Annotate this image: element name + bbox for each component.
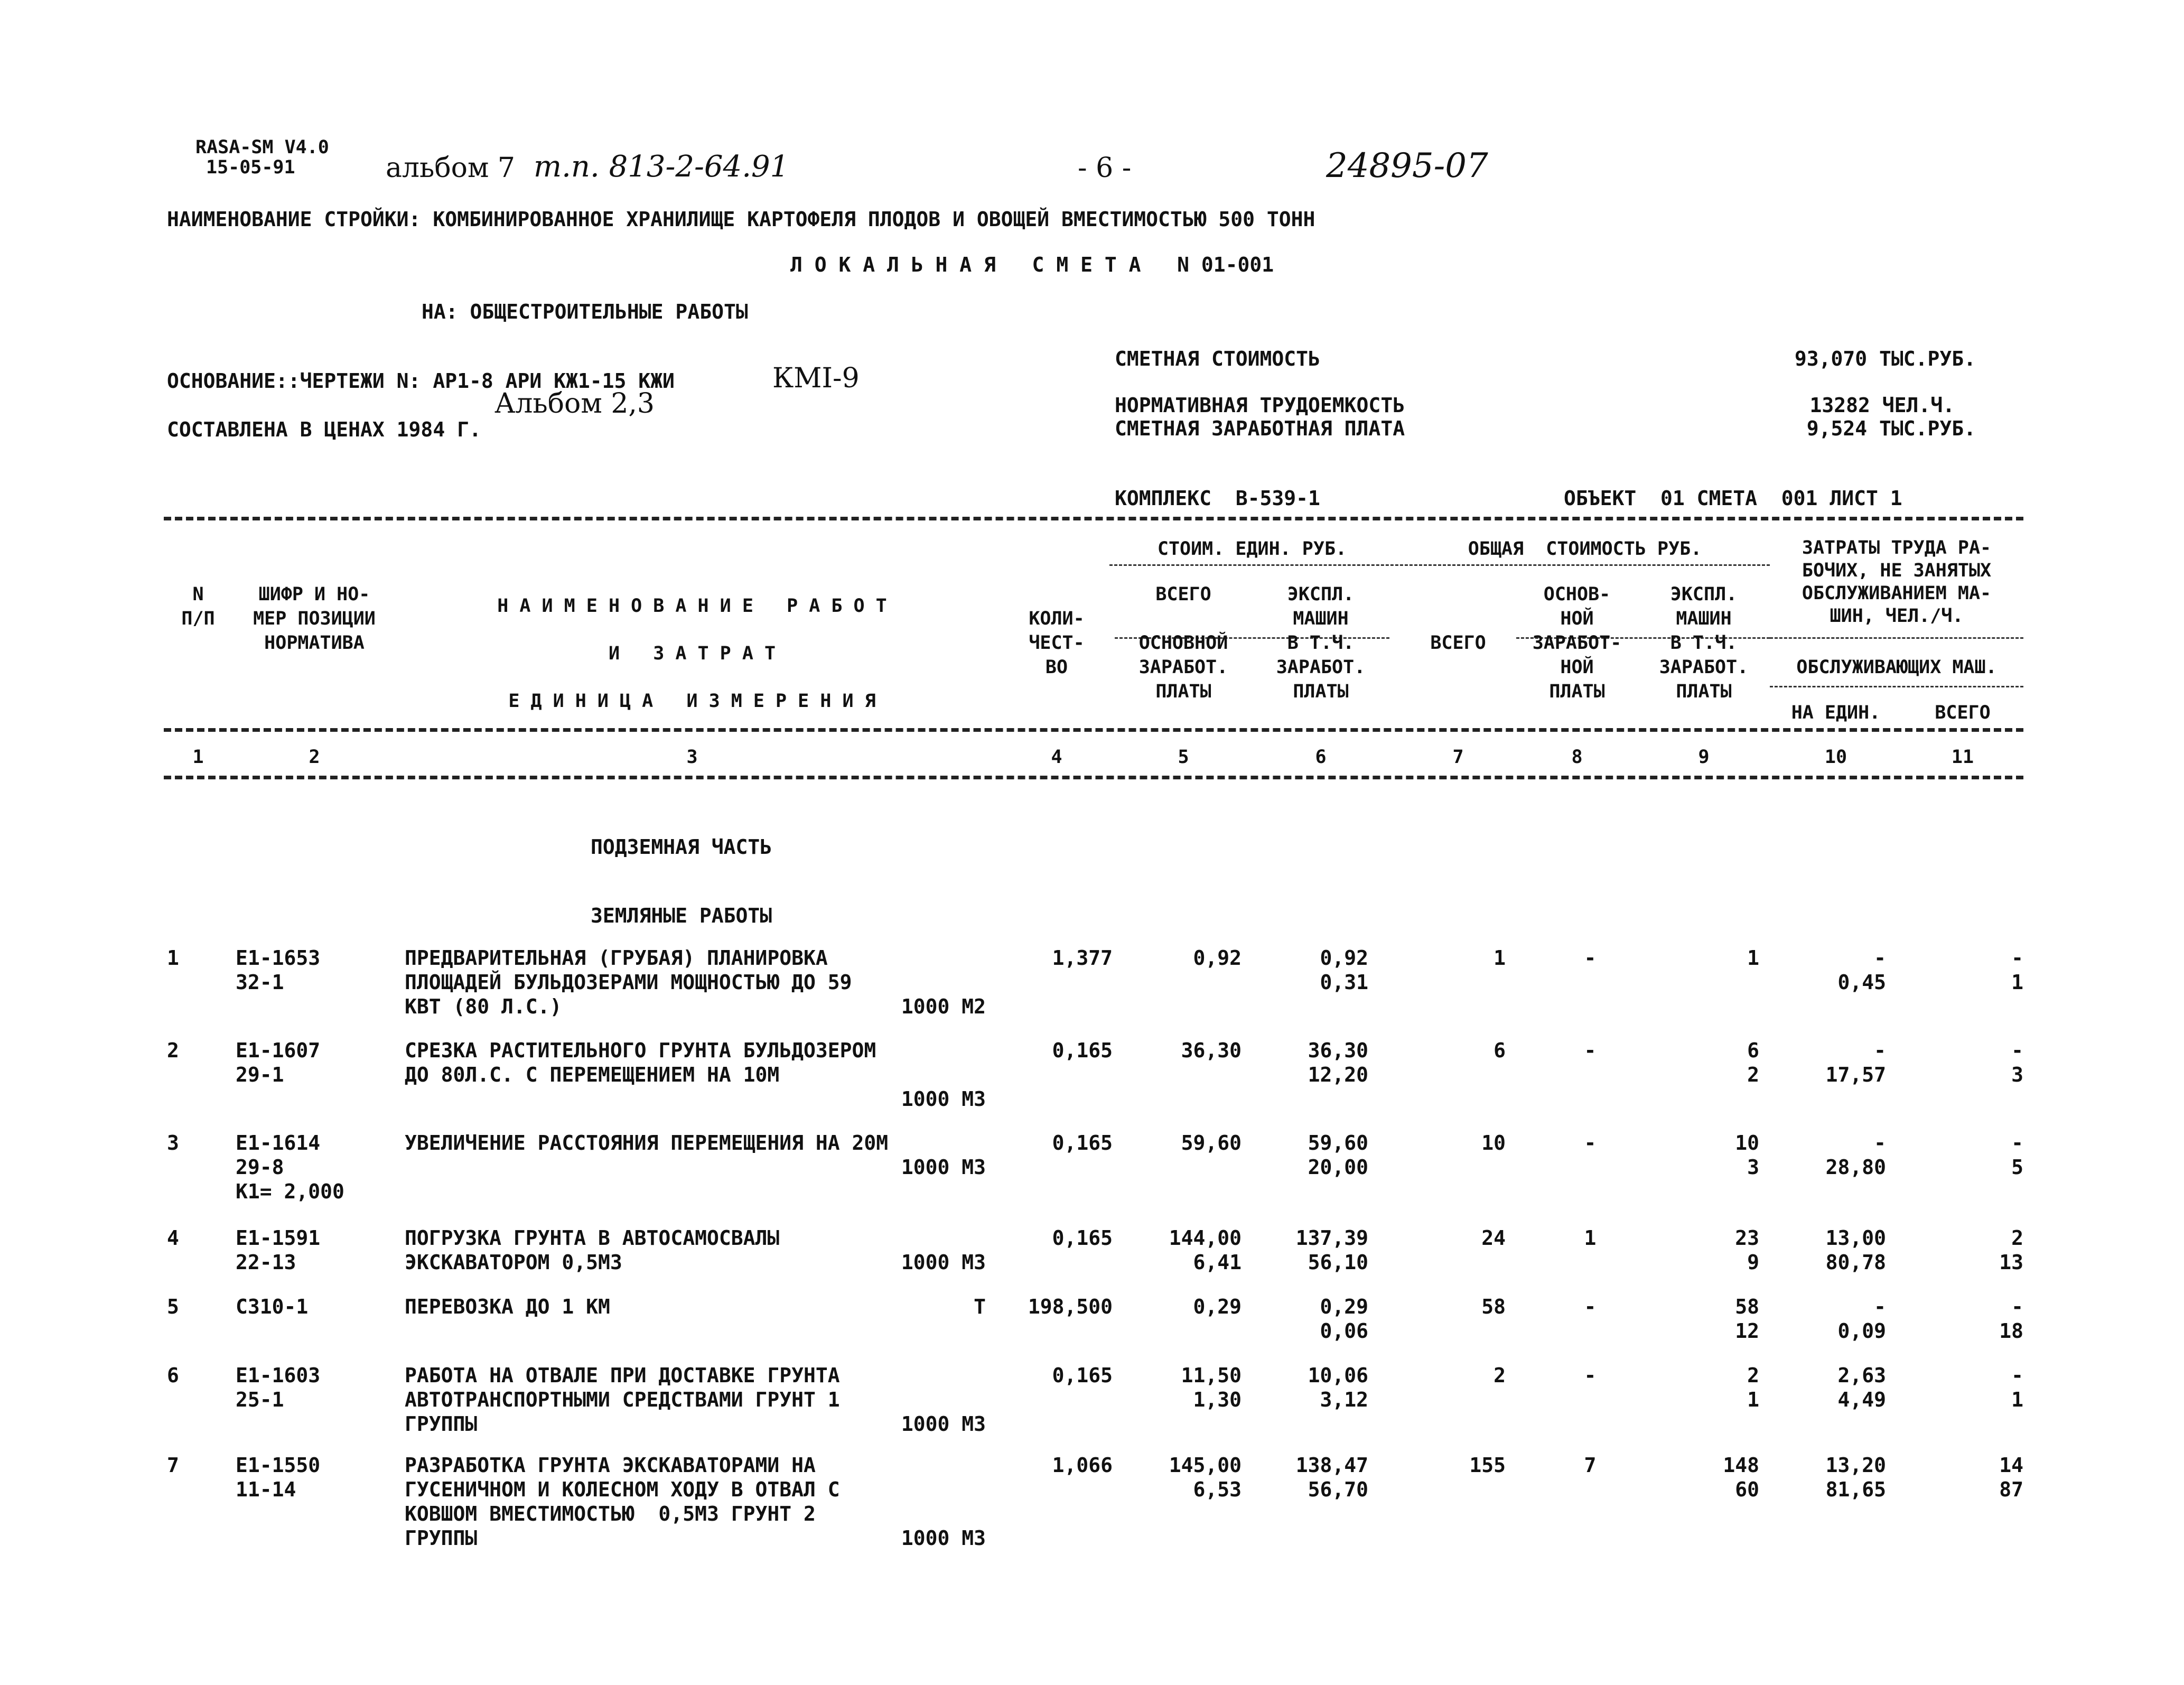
wage-label: СМЕТНАЯ ЗАРАБОТНАЯ ПЛАТА <box>1115 417 1405 440</box>
total-cost <box>1400 1038 1506 1063</box>
unit-cost-machines-line: 56,70 <box>1308 1478 1368 1501</box>
col7-header: ВСЕГО <box>1430 632 1486 654</box>
labor-total-line: 18 <box>1999 1319 2023 1343</box>
labor-total-line: 5 <box>2011 1156 2023 1179</box>
labor-group-header: ЗАТРАТЫ ТРУДА РА- БОЧИХ, НЕ ЗАНЯТЫХ ОБСЛУЖИВАНИЕМ МА- ШИН, ЧЕЛ./Ч. <box>1802 537 1992 627</box>
object-sheet: ОБЪЕКТ 01 СМЕТА 001 ЛИСТ 1 <box>1564 487 1902 510</box>
total-base-wage <box>1543 1131 1638 1155</box>
numbers-bottom-rule <box>164 776 2023 779</box>
row-number <box>167 1038 199 1063</box>
cost-value: 93,070 ТЫС.РУБ. <box>1794 347 1976 370</box>
quantity-line: 0,165 <box>1052 1226 1113 1250</box>
row-number-line: 7 <box>167 1454 179 1477</box>
tp-handwritten: т.п. 813-2-64.91 <box>534 150 789 184</box>
norm-code-line: 25-1 <box>236 1388 284 1411</box>
col5-header: ВСЕГО ОСНОВНОЙ ЗАРАБОТ. ПЛАТЫ <box>1138 584 1228 702</box>
wage-value: 9,524 ТЫС.РУБ. <box>1806 417 1976 440</box>
total-base-wage-line: 7 <box>1584 1454 1597 1477</box>
labor-machine-header: ОБСЛУЖИВАЮЩИХ МАШ. <box>1796 657 1997 678</box>
work-name-line: КВТ (80 Л.С.) <box>405 995 562 1018</box>
col-num-1: 1 <box>192 747 204 768</box>
norm-code-line: 22-13 <box>236 1251 296 1274</box>
row-number-line: 6 <box>167 1364 179 1387</box>
quantity-line: 1,377 <box>1052 946 1113 970</box>
unit-cost-total <box>1115 1453 1242 1502</box>
unit-cost-total-line: 59,60 <box>1181 1131 1242 1155</box>
work-name-line: УВЕЛИЧЕНИЕ РАССТОЯНИЯ ПЕРЕМЕЩЕНИЯ НА 20М <box>405 1131 889 1155</box>
labor-total-line: 13 <box>1999 1251 2023 1274</box>
labor-total <box>1923 946 2023 994</box>
unit-of-measure: 1000 М3 <box>901 1156 986 1179</box>
col-num-2: 2 <box>309 747 320 768</box>
unit-of-measure: 1000 М3 <box>901 1087 986 1111</box>
construction-name: НАИМЕНОВАНИЕ СТРОЙКИ: КОМБИНИРОВАННОЕ ХРАНИЛИЩЕ КАРТОФЕЛЯ ПЛОДОВ И ОВОЩЕЙ ВМЕСТИМОСТЬЮ 500 ТОНН <box>167 208 1315 231</box>
unit-cost-total-line: 11,50 <box>1181 1364 1242 1387</box>
total-machines <box>1680 1226 1759 1274</box>
col-code-header: ШИФР И НО- МЕР ПОЗИЦИИ НОРМАТИВА <box>253 584 376 654</box>
labor-value: 13282 ЧЕЛ.Ч. <box>1809 394 1955 417</box>
labor-rule-2 <box>1770 686 2023 687</box>
page-number: - 6 - <box>1078 152 1132 184</box>
labor-per-unit-line: 0,45 <box>1837 971 1886 994</box>
norm-code <box>236 1038 394 1087</box>
total-base-wage-line: - <box>1584 1039 1597 1062</box>
norm-code-line: 11-14 <box>236 1478 296 1501</box>
norm-code-line: 29-8 <box>236 1156 284 1179</box>
unit-cost-machines-line: 0,31 <box>1320 971 1368 994</box>
total-cost <box>1400 946 1506 970</box>
quantity <box>988 1295 1113 1319</box>
row-number <box>167 946 199 970</box>
labor-total-line: - <box>2011 1039 2023 1062</box>
total-base-wage-line: - <box>1584 1295 1597 1318</box>
basis-handwritten: КМI-9 <box>772 362 860 394</box>
total-cost-header: ОБЩАЯ СТОИМОСТЬ РУБ. <box>1468 538 1702 560</box>
work-name-line: ДО 80Л.С. С ПЕРЕМЕЩЕНИЕМ НА 10М <box>405 1063 780 1086</box>
unit-cost-total <box>1115 1038 1242 1063</box>
norm-code <box>236 1226 394 1274</box>
norm-code-line: Е1-1550 <box>236 1454 321 1477</box>
labor-per-unit-line: 4,49 <box>1837 1388 1886 1411</box>
unit-cost-machines-line: 0,29 <box>1320 1295 1368 1318</box>
labor-total <box>1923 1295 2023 1343</box>
quantity-line: 198,500 <box>1028 1295 1113 1318</box>
total-base-wage <box>1543 946 1638 970</box>
unit-of-measure: 1000 М3 <box>901 1526 986 1550</box>
total-cost-line: 58 <box>1481 1295 1506 1318</box>
work-name-line: ГРУППЫ <box>405 1412 478 1436</box>
col-num-8: 8 <box>1571 747 1583 768</box>
labor-total-line: 1 <box>2011 1388 2023 1411</box>
labor-total <box>1923 1453 2023 1502</box>
work-name-line: ПЛОЩАДЕЙ БУЛЬДОЗЕРАМИ МОЩНОСТЬЮ ДО 59 <box>405 971 852 994</box>
labor-per-unit-line: 81,65 <box>1825 1478 1886 1501</box>
norm-code-line: 29-1 <box>236 1063 284 1086</box>
labor-per-unit <box>1780 1295 1886 1343</box>
labor-total-line: - <box>2011 1295 2023 1318</box>
labor-rule-1 <box>1770 637 2023 639</box>
total-cost-line: 24 <box>1481 1226 1506 1250</box>
total-base-wage <box>1543 1038 1638 1063</box>
labor-label: НОРМАТИВНАЯ ТРУДОЕМКОСТЬ <box>1115 394 1405 417</box>
total-machines <box>1680 1038 1759 1087</box>
unit-of-measure: 1000 М3 <box>901 1251 986 1274</box>
total-machines-line: 10 <box>1735 1131 1759 1155</box>
unit-cost-total-line: 6,53 <box>1193 1478 1242 1501</box>
total-cost <box>1400 1363 1506 1388</box>
norm-code-line: К1= 2,000 <box>236 1180 344 1203</box>
work-name-line: ГРУППЫ <box>405 1526 478 1550</box>
quantity-line: 0,165 <box>1052 1364 1113 1387</box>
estimate-subject: НА: ОБЩЕСТРОИТЕЛЬНЫЕ РАБОТЫ <box>422 300 748 323</box>
col-num-9: 9 <box>1698 747 1710 768</box>
norm-code <box>236 1295 394 1319</box>
col-number-header: N П/П <box>181 584 215 629</box>
labor-total <box>1923 1038 2023 1087</box>
col11-header: ВСЕГО <box>1935 702 1991 723</box>
labor-per-unit-line: 13,20 <box>1825 1454 1886 1477</box>
unit-cost-total <box>1115 1295 1242 1319</box>
unit-cost-machines-line: 0,92 <box>1320 946 1368 970</box>
total-machines <box>1680 946 1759 970</box>
unit-cost-machines-line: 138,47 <box>1295 1454 1368 1477</box>
total-machines-line: 9 <box>1747 1251 1759 1274</box>
total-machines-line: 23 <box>1735 1226 1759 1250</box>
col-qty-header: КОЛИ- ЧЕСТ- ВО <box>1029 608 1085 678</box>
labor-total <box>1923 1363 2023 1412</box>
work-name-line: ЭКСКАВАТОРОМ 0,5М3 <box>405 1251 622 1274</box>
labor-per-unit-line: 13,00 <box>1825 1226 1886 1250</box>
col-num-3: 3 <box>686 747 698 768</box>
total-base-wage-line: - <box>1584 1131 1597 1155</box>
total-machines-line: 1 <box>1747 946 1759 970</box>
total-machines-line: 148 <box>1723 1454 1759 1477</box>
work-name-line: КОВШОМ ВМЕСТИМОСТЬЮ 0,5М3 ГРУНТ 2 <box>405 1502 816 1525</box>
norm-code-line: Е1-1591 <box>236 1226 321 1250</box>
total-machines-line: 2 <box>1747 1364 1759 1387</box>
album-note-handwritten: Альбом 2,3 <box>494 388 655 420</box>
print-date: 15-05-91 <box>206 157 295 178</box>
quantity-line: 0,165 <box>1052 1131 1113 1155</box>
unit-cost-total-line: 145,00 <box>1169 1454 1242 1477</box>
unit-of-measure: Т <box>974 1295 986 1318</box>
row-number <box>167 1295 199 1319</box>
unit-cost-machines <box>1252 1131 1368 1179</box>
labor-per-unit-line: - <box>1874 1295 1886 1318</box>
unit-cost-machines-line: 56,10 <box>1308 1251 1368 1274</box>
unit-cost-machines-line: 10,06 <box>1308 1364 1368 1387</box>
unit-cost-total <box>1115 946 1242 970</box>
unit-cost-machines-line: 0,06 <box>1320 1319 1368 1343</box>
col-num-6: 6 <box>1315 747 1327 768</box>
labor-total-line: 87 <box>1999 1478 2023 1501</box>
labor-total-line: 1 <box>2011 971 2023 994</box>
unit-cost-total <box>1115 1131 1242 1155</box>
quantity <box>988 946 1113 970</box>
norm-code <box>236 1131 394 1204</box>
unit-cost-machines <box>1252 1038 1368 1087</box>
work-name-line: РАБОТА НА ОТВАЛЕ ПРИ ДОСТАВКЕ ГРУНТА <box>405 1364 840 1387</box>
norm-code <box>236 1363 394 1412</box>
labor-per-unit-line: 80,78 <box>1825 1251 1886 1274</box>
norm-code-line: 32-1 <box>236 971 284 994</box>
total-cost-line: 1 <box>1494 946 1506 970</box>
labor-per-unit <box>1780 1131 1886 1179</box>
labor-total-line: 2 <box>2011 1226 2023 1250</box>
total-machines-line: 1 <box>1747 1388 1759 1411</box>
labor-per-unit-line: - <box>1874 946 1886 970</box>
labor-total-line: - <box>2011 1364 2023 1387</box>
unit-cost-total-line: 0,92 <box>1193 946 1242 970</box>
total-cost-line: 10 <box>1481 1131 1506 1155</box>
labor-per-unit-line: - <box>1874 1039 1886 1062</box>
row-number <box>167 1453 199 1477</box>
quantity <box>988 1453 1113 1477</box>
work-name <box>405 1131 986 1155</box>
labor-total-line: - <box>2011 946 2023 970</box>
col8-header: ОСНОВ- НОЙ ЗАРАБОТ- НОЙ ПЛАТЫ <box>1532 584 1622 702</box>
col10-header: НА ЕДИН. <box>1791 702 1881 723</box>
labor-total-line: 14 <box>1999 1454 2023 1477</box>
unit-cost-machines-line: 59,60 <box>1308 1131 1368 1155</box>
unit-cost-total <box>1115 1363 1242 1412</box>
unit-cost-machines <box>1252 1295 1368 1343</box>
norm-code <box>236 946 394 994</box>
unit-cost-total-line: 6,41 <box>1193 1251 1242 1274</box>
total-machines-line: 3 <box>1747 1156 1759 1179</box>
unit-cost-total <box>1115 1226 1242 1274</box>
norm-code-line: Е1-1653 <box>236 946 321 970</box>
quantity <box>988 1226 1113 1250</box>
labor-per-unit-line: 17,57 <box>1825 1063 1886 1086</box>
col-num-4: 4 <box>1051 747 1062 768</box>
header-bottom-rule <box>164 728 2023 732</box>
quantity <box>988 1038 1113 1063</box>
col-num-7: 7 <box>1452 747 1464 768</box>
unit-cost-machines-line: 12,20 <box>1308 1063 1368 1086</box>
total-base-wage-line: 1 <box>1584 1226 1597 1250</box>
complex-code: КОМПЛЕКС В-539-1 <box>1115 487 1320 510</box>
quantity <box>988 1363 1113 1388</box>
total-base-wage <box>1543 1453 1638 1477</box>
col9-header: ЭКСПЛ. МАШИН В Т.Ч. ЗАРАБОТ. ПЛАТЫ <box>1659 584 1749 702</box>
total-machines-line: 12 <box>1735 1319 1759 1343</box>
total-machines-line: 60 <box>1735 1478 1759 1501</box>
labor-per-unit <box>1780 1226 1886 1274</box>
work-name-line: РАЗРАБОТКА ГРУНТА ЭКСКАВАТОРАМИ НА <box>405 1454 816 1477</box>
quantity-line: 1,066 <box>1052 1454 1113 1477</box>
work-name-line: ГУСЕНИЧНОМ И КОЛЕСНОМ ХОДУ В ОТВАЛ С <box>405 1478 840 1501</box>
unit-of-measure: 1000 М2 <box>901 995 986 1018</box>
total-base-wage-line: - <box>1584 946 1597 970</box>
unit-cost-machines <box>1252 1453 1368 1502</box>
labor-per-unit <box>1780 1453 1886 1502</box>
total-machines <box>1680 1453 1759 1502</box>
unit-cost-machines <box>1252 946 1368 994</box>
labor-per-unit-line: - <box>1874 1131 1886 1155</box>
col-num-11: 11 <box>1951 747 1974 768</box>
total-cost <box>1400 1453 1506 1477</box>
norm-code-line: Е1-1603 <box>236 1364 321 1387</box>
labor-total <box>1923 1131 2023 1179</box>
total-machines-line: 58 <box>1735 1295 1759 1318</box>
work-name <box>405 1038 986 1087</box>
total-machines-line: 6 <box>1747 1039 1759 1062</box>
unit-cost-total-line: 1,30 <box>1193 1388 1242 1411</box>
labor-per-unit-line: 2,63 <box>1837 1364 1886 1387</box>
labor-per-unit <box>1780 1038 1886 1087</box>
norm-code-line: С310-1 <box>236 1295 309 1318</box>
work-name-line: ПРЕДВАРИТЕЛЬНАЯ (ГРУБАЯ) ПЛАНИРОВКА <box>405 946 828 970</box>
labor-total-line: 3 <box>2011 1063 2023 1086</box>
col6-header: ЭКСПЛ. МАШИН В Т.Ч. ЗАРАБОТ. ПЛАТЫ <box>1276 584 1366 702</box>
total-machines <box>1680 1295 1759 1343</box>
norm-code-line: Е1-1607 <box>236 1039 321 1062</box>
labor-per-unit-line: 28,80 <box>1825 1156 1886 1179</box>
row-number <box>167 1363 199 1388</box>
total-base-wage-line: - <box>1584 1364 1597 1387</box>
row-number-line: 4 <box>167 1226 179 1250</box>
norm-code-line: Е1-1614 <box>236 1131 321 1155</box>
total-cost-line: 2 <box>1494 1364 1506 1387</box>
unit-cost-machines-line: 3,12 <box>1320 1388 1368 1411</box>
section-part-title: ПОДЗЕМНАЯ ЧАСТЬ <box>591 835 772 859</box>
labor-total <box>1923 1226 2023 1274</box>
total-cost-line: 155 <box>1469 1454 1506 1477</box>
unit-cost-machines-line: 36,30 <box>1308 1039 1368 1062</box>
row-number-line: 2 <box>167 1039 179 1062</box>
work-name-line: АВТОТРАНСПОРТНЫМИ СРЕДСТВАМИ ГРУНТ 1 <box>405 1388 840 1411</box>
work-name-line: ПЕРЕВОЗКА ДО 1 КМ <box>405 1295 610 1318</box>
program-version: RASA-SM V4.0 <box>195 137 329 158</box>
total-machines-line: 2 <box>1747 1063 1759 1086</box>
document-number: 24895-07 <box>1326 146 1488 185</box>
norm-code <box>236 1453 394 1502</box>
total-base-wage <box>1543 1226 1638 1250</box>
total-cost-line: 6 <box>1494 1039 1506 1062</box>
unit-of-measure: 1000 М3 <box>901 1412 986 1436</box>
col-name-header: Н А И М Е Н О В А Н И Е Р А Б О Т И З А Т Р А Т Е Д И Н И Ц А И З М Е Р Е Н И Я <box>497 595 887 712</box>
row-number-line: 3 <box>167 1131 179 1155</box>
total-base-wage <box>1543 1295 1638 1319</box>
labor-per-unit-line: 0,09 <box>1837 1319 1886 1343</box>
basis-drawings: ОСНОВАНИЕ::ЧЕРТЕЖИ N: АР1-8 АРИ КЖ1-15 КЖИ <box>167 369 675 393</box>
album-handwritten: альбом 7 <box>386 152 516 184</box>
row-number-line: 1 <box>167 946 179 970</box>
unit-cost-machines <box>1252 1363 1368 1412</box>
unit-cost-total-line: 144,00 <box>1169 1226 1242 1250</box>
unit-cost-machines-line: 137,39 <box>1295 1226 1368 1250</box>
work-name-line: ПОГРУЗКА ГРУНТА В АВТОСАМОСВАЛЫ <box>405 1226 780 1250</box>
total-base-wage <box>1543 1363 1638 1388</box>
estimate-title: Л О К А Л Ь Н А Я С М Е Т А N 01-001 <box>790 253 1274 276</box>
row-number <box>167 1226 199 1250</box>
col-num-10: 10 <box>1824 747 1847 768</box>
unit-cost-machines <box>1252 1226 1368 1274</box>
cost-group-rule <box>1109 564 1770 566</box>
unit-cost-total-line: 36,30 <box>1181 1039 1242 1062</box>
unit-cost-machines-line: 20,00 <box>1308 1156 1368 1179</box>
col-num-5: 5 <box>1178 747 1189 768</box>
row-number <box>167 1131 199 1155</box>
work-name-line: СРЕЗКА РАСТИТЕЛЬНОГО ГРУНТА БУЛЬДОЗЕРОМ <box>405 1039 876 1062</box>
total-cost <box>1400 1295 1506 1319</box>
quantity <box>988 1131 1113 1155</box>
total-cost <box>1400 1131 1506 1155</box>
quantity-line: 0,165 <box>1052 1039 1113 1062</box>
total-machines <box>1680 1131 1759 1179</box>
row-number-line: 5 <box>167 1295 179 1318</box>
labor-total-line: - <box>2011 1131 2023 1155</box>
header-top-rule <box>164 517 2023 520</box>
unit-cost-total-line: 0,29 <box>1193 1295 1242 1318</box>
section-works-title: ЗЕМЛЯНЫЕ РАБОТЫ <box>591 904 772 927</box>
labor-per-unit <box>1780 1363 1886 1412</box>
unit-cost-header: СТОИМ. ЕДИН. РУБ. <box>1157 538 1347 560</box>
labor-per-unit <box>1780 946 1886 994</box>
cost-label: СМЕТНАЯ СТОИМОСТЬ <box>1115 347 1320 370</box>
total-cost <box>1400 1226 1506 1250</box>
total-machines <box>1680 1363 1759 1412</box>
price-basis: СОСТАВЛЕНА В ЦЕНАХ 1984 Г. <box>167 418 481 441</box>
